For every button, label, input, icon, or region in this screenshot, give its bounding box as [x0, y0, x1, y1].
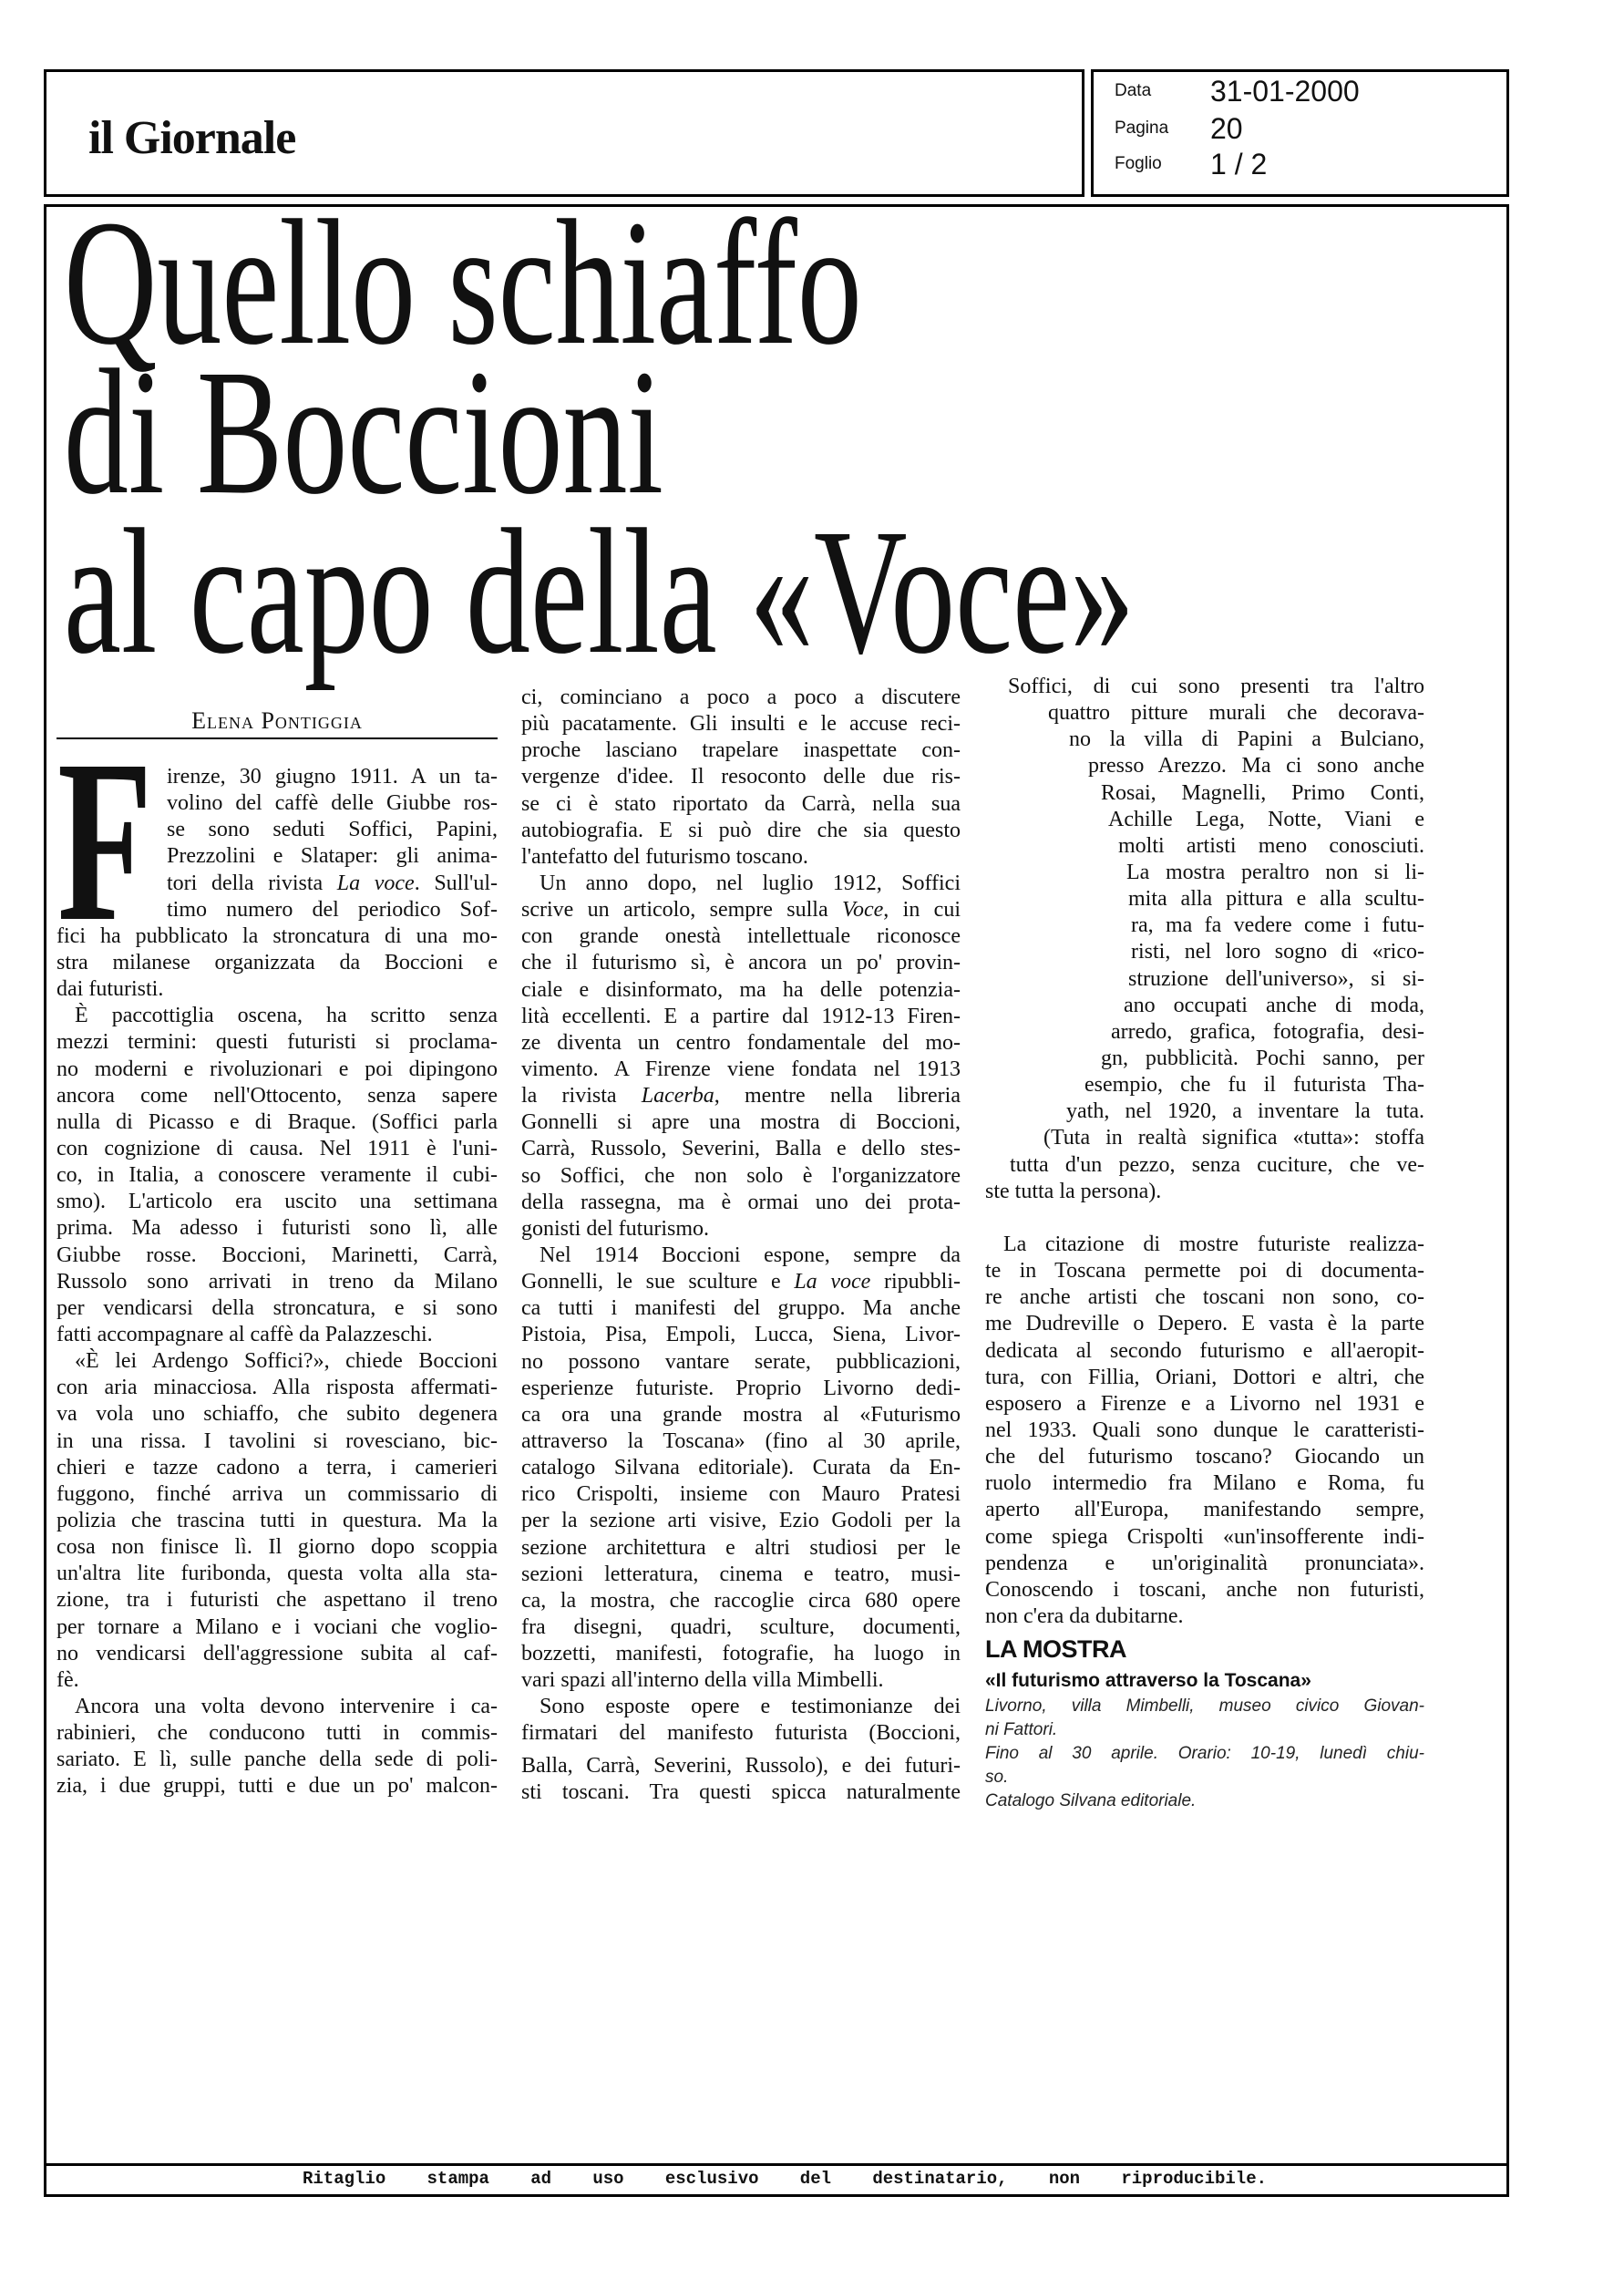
- text-line: sariato. E lì, sulle panche della sede di poli-: [57, 1748, 498, 1772]
- text-line: È paccottiglia oscena, ha scritto senza: [75, 1004, 498, 1028]
- text-line: smo). L'articolo era uscito una settimana: [57, 1190, 498, 1214]
- text-line: vimento. A Firenze viene fondata nel 1913: [521, 1057, 961, 1081]
- text-line: vari spazi all'interno della villa Mimbelli.: [521, 1668, 884, 1693]
- text-segment: la rivista: [521, 1084, 642, 1109]
- exhibition-name: «Il futurismo attraverso la Toscana»: [985, 1670, 1311, 1691]
- text-line: rico Crispolti, insieme con Mauro Pratesi: [521, 1482, 961, 1507]
- text-line: fatti accompagnare al caffè da Palazzeschi.: [57, 1322, 433, 1346]
- text-line: irenze, 30 giugno 1911. A un ta-: [167, 765, 498, 789]
- text-line: rabinieri, che conducono tutti in commis-: [57, 1721, 498, 1746]
- headline-line-1: Quello schiaffo: [64, 182, 862, 382]
- text-line: Nel 1914 Boccioni espone, sempre da: [540, 1243, 961, 1267]
- text-line: gn, pubblicità. Pochi sanno, per: [1101, 1046, 1424, 1070]
- paragraph: [57, 1003, 498, 1348]
- text-line: ancora come nell'Ottocento, senza sapere: [57, 1083, 498, 1108]
- text-line: bozzetti, manifesti, fotografie, ha luogo in: [521, 1642, 961, 1666]
- text-line: ano occupati anche di moda,: [1124, 993, 1424, 1017]
- text-line: no possono vantare serate, pubblicazioni,: [521, 1349, 961, 1374]
- text-line: [521, 897, 961, 923]
- text-line: arredo, grafica, fotografia, desi-: [1111, 1019, 1424, 1044]
- text-line: tura, con Fillia, Oriani, Dottori e altri, che: [985, 1365, 1424, 1389]
- text-line: mita alla pittura e alla scultu-: [1128, 887, 1424, 912]
- italic-title: Lacerba: [641, 1084, 714, 1109]
- text-line: ruolo intermedio fra Milano e Roma, fu: [985, 1471, 1424, 1496]
- headline-line-3: al capo della «Voce»: [64, 491, 1135, 691]
- text-line: nulla di Picasso e di Braque. (Soffici parla: [57, 1109, 498, 1134]
- paragraph: [985, 674, 1424, 1205]
- text-line: per la sezione arti visive, Ezio Godoli per la: [521, 1509, 961, 1533]
- text-line: che il futurismo sì, è ancora un po' provin-: [521, 951, 961, 975]
- text-line: ca tutti i manifesti del gruppo. Ma anche: [521, 1296, 961, 1321]
- text-line: no vendicarsi dell'aggressione subita al caf-: [57, 1641, 498, 1665]
- text-line: ze diventa un centro fondamentale del mo-: [521, 1030, 961, 1055]
- text-line: Russolo sono arrivati in treno da Milano: [57, 1269, 498, 1294]
- exhibition-box-title: LA MOSTRA: [985, 1635, 1126, 1663]
- italic-title: La voce: [794, 1270, 871, 1294]
- text-segment: Gonnelli, le sue sculture e: [521, 1270, 795, 1294]
- text-line: gonisti del futurismo.: [521, 1216, 709, 1241]
- text-line: ca ora una grande mostra al «Futurismo: [521, 1402, 961, 1427]
- text-line: sti toscani. Tra questi spicca naturalmente: [521, 1779, 961, 1804]
- text-line: stra milanese organizzata da Boccioni e: [57, 950, 498, 975]
- text-line: autobiografia. E si può dire che sia questo: [521, 818, 961, 842]
- text-segment: , mentre nella libreria: [714, 1084, 961, 1109]
- text-line: fuggono, finché arriva un commissario di: [57, 1481, 498, 1506]
- text-line: va vola uno schiaffo, che subito degenera: [57, 1402, 498, 1427]
- text-line: sezioni letteratura, cinema e teatro, musi-: [521, 1562, 961, 1586]
- text-line: Pistoia, Pisa, Empoli, Lucca, Siena, Livor-: [521, 1323, 961, 1347]
- text-line: Prezzolini e Slataper: gli anima-: [167, 844, 498, 869]
- text-line: per vendicarsi della stroncatura, e si sono: [57, 1295, 498, 1320]
- text-line: presso Arezzo. Ma ci sono anche: [1088, 754, 1424, 779]
- text-line: pendenza e un'originalità pronunciata».: [985, 1551, 1424, 1575]
- text-line: dedicata al secondo futurismo e all'aeropit-: [985, 1338, 1424, 1363]
- text-line: se sono seduti Soffici, Papini,: [167, 818, 498, 842]
- text-line: Soffici, di cui sono presenti tra l'altro: [1008, 675, 1424, 698]
- text-line: esperienze futuriste. Proprio Livorno dedi-: [521, 1376, 961, 1400]
- text-line: Balla, Carrà, Severini, Russolo), e dei futuri-: [521, 1753, 961, 1778]
- text-line: Un anno dopo, nel luglio 1912, Soffici: [540, 871, 961, 895]
- text-line: nel 1933. Quali sono dunque le caratteristi-: [985, 1418, 1424, 1442]
- sheet-value: 1 / 2: [1210, 148, 1268, 180]
- text-segment: ripubbli-: [870, 1270, 961, 1294]
- paragraph: [521, 1694, 961, 1747]
- sheet-label: Foglio: [1115, 154, 1162, 173]
- text-line: Gonnelli si apre una mostra di Boccioni,: [521, 1110, 961, 1135]
- publication-logo: il Giornale: [88, 112, 296, 164]
- text-line: mezzi termini: questi futuristi si proclama-: [57, 1030, 498, 1055]
- text-line: come spiega Crispolti «un'insofferente indi-: [985, 1524, 1424, 1549]
- text-segment: tori della rivista: [167, 871, 337, 895]
- text-line: attraverso la Toscana» (fino al 30 aprile,: [521, 1428, 961, 1453]
- text-line: La mostra peraltro non si li-: [1126, 860, 1424, 884]
- footer-notice: Ritaglio stampa ad uso esclusivo del destinatario, non riproducibile.: [303, 2169, 1267, 2189]
- paragraph: [521, 1753, 961, 1806]
- text-line: te in Toscana permette poi di documenta-: [985, 1259, 1424, 1284]
- text-line: Sono esposte opere e testimonianze dei: [540, 1695, 961, 1719]
- text-line: no moderni e rivoluzionari e poi dipingono: [57, 1057, 498, 1081]
- date-value: 31-01-2000: [1210, 75, 1360, 108]
- text-line: fici ha pubblicato la stroncatura di una mo-: [57, 923, 498, 948]
- text-line: fra disegni, quadri, sculture, documenti,: [521, 1614, 961, 1639]
- text-line: per tornare a Milano e i vociani che voglio-: [57, 1614, 498, 1639]
- text-line: Carrà, Russolo, Severini, Balla e dello stes-: [521, 1137, 961, 1161]
- text-line: La citazione di mostre futuriste realizza-: [1003, 1232, 1424, 1256]
- page-label: Pagina: [1115, 119, 1169, 138]
- text-line: quattro pitture murali che decorava-: [1048, 701, 1424, 726]
- text-line: esempio, che fu il futurista Tha-: [1084, 1073, 1424, 1098]
- drop-cap: F: [57, 713, 153, 970]
- text-line: Giubbe rosse. Boccioni, Marinetti, Carrà,: [57, 1243, 498, 1267]
- exhibition-detail: so.: [985, 1768, 1009, 1787]
- text-line: polizia che trascina tutti in questura. Ma la: [57, 1508, 498, 1532]
- text-line: «È lei Ardengo Soffici?», chiede Boccioni: [75, 1349, 498, 1374]
- page-value: 20: [1210, 112, 1243, 145]
- text-line: volino del caffè delle Giubbe ros-: [167, 791, 498, 816]
- text-line: zia, i due gruppi, tutti e due un po' malcon-: [57, 1774, 498, 1799]
- text-line: con grande onestà intellettuale riconosce: [521, 924, 961, 949]
- text-line: struzione dell'universo», si si-: [1128, 966, 1424, 991]
- text-line: che del futurismo toscano? Giocando un: [985, 1445, 1424, 1469]
- text-line: prima. Ma adesso i futuristi sono lì, alle: [57, 1216, 498, 1241]
- text-line: cosa non finisce lì. Il giorno dopo scoppia: [57, 1535, 498, 1560]
- text-line: in una rissa. I tavolini si rovesciano, bic-: [57, 1428, 498, 1453]
- text-line: zione, tra i futuristi che aspettano il treno: [57, 1588, 498, 1613]
- paragraph: [985, 1232, 1424, 1630]
- text-line: no la villa di Papini a Bulciano,: [1069, 727, 1424, 752]
- article-column-1: [57, 764, 498, 1799]
- text-line: se ci è stato riportato da Carrà, nella sua: [521, 791, 961, 816]
- text-line: co, in Italia, a conoscere veramente il cubi-: [57, 1163, 498, 1188]
- text-line: risti, nel loro sogno di «rico-: [1131, 940, 1424, 964]
- text-line: fè.: [57, 1667, 79, 1692]
- text-line: yath, nel 1920, a inventare la tuta.: [1066, 1099, 1424, 1124]
- text-segment: scrive un articolo, sempre sulla: [521, 898, 842, 923]
- text-line: dai futuristi.: [57, 977, 164, 1002]
- text-line: non c'era da dubitarne.: [985, 1604, 1184, 1628]
- text-line: l'antefatto del futurismo toscano.: [521, 844, 808, 869]
- text-line: lità eccellenti. E a partire dal 1912-13 Firen-: [521, 1004, 961, 1028]
- exhibition-detail: ni Fattori.: [985, 1720, 1058, 1739]
- text-line: chieri e tazze cadono a terra, i camerieri: [57, 1455, 498, 1480]
- text-line: (Tuta in realtà significa «tutta»: stoffa: [1043, 1126, 1424, 1150]
- exhibition-detail: Fino al 30 aprile. Orario: 10-19, lunedì chiu-: [985, 1744, 1424, 1763]
- text-line: proche lasciano trapelare inaspettate con-: [521, 738, 961, 763]
- text-line: più pacatamente. Gli insulti e le accuse reci-: [521, 712, 961, 737]
- text-line: re anche artisti che toscani non sono, co-: [985, 1285, 1424, 1310]
- paragraph: [57, 1348, 498, 1694]
- text-line: catalogo Silvana editoriale). Curata da En-: [521, 1456, 961, 1480]
- italic-title: Voce: [841, 898, 884, 923]
- text-line: tutta d'un pezzo, senza cuciture, che ve-: [1010, 1152, 1424, 1177]
- paragraph: [521, 871, 961, 1243]
- text-line: aperto all'Europa, manifestando sempre,: [985, 1498, 1424, 1522]
- text-line: [521, 1269, 961, 1295]
- exhibition-detail: Catalogo Silvana editoriale.: [985, 1791, 1197, 1810]
- text-line: sezione architettura e altri studiosi per le: [521, 1535, 961, 1560]
- author-byline: Elena Pontiggia: [191, 707, 363, 734]
- text-line: me Dudreville o Depero. E vasta è la parte: [985, 1312, 1424, 1336]
- text-line: vergenze d'idee. Il resoconto delle due ris-: [521, 765, 961, 789]
- text-line: [521, 1083, 961, 1109]
- text-line: Ancora una volta devono intervenire i ca-: [75, 1694, 498, 1718]
- text-line: ciale e disinformato, ma ha delle potenzia-: [521, 977, 961, 1002]
- text-line: [167, 871, 498, 897]
- text-line: Conoscendo i toscani, anche non futuristi,: [985, 1577, 1424, 1602]
- text-line: timo numero del periodico Sof-: [167, 897, 498, 922]
- text-segment: . Sull'ul-: [414, 871, 498, 895]
- article-column-2: [521, 685, 961, 1806]
- paragraph: [57, 1694, 498, 1800]
- text-line: con aria minacciosa. Alla risposta affermati-: [57, 1376, 498, 1400]
- paragraph: [521, 685, 961, 871]
- text-line: Achille Lega, Notte, Viani e: [1108, 807, 1424, 831]
- text-line: con cognizione di causa. Nel 1911 è l'uni-: [57, 1136, 498, 1160]
- italic-title: La voce: [336, 871, 415, 895]
- text-line: Rosai, Magnelli, Primo Conti,: [1101, 780, 1424, 805]
- text-line: ste tutta la persona).: [985, 1179, 1162, 1203]
- text-line: un'altra lite furibonda, questa volta alla sta-: [57, 1562, 498, 1586]
- paragraph: [57, 764, 498, 1003]
- text-line: molti artisti meno conosciuti.: [1118, 833, 1424, 858]
- text-line: so Soffici, che non solo è l'organizzatore: [521, 1163, 961, 1188]
- footer-rule: [44, 2163, 1509, 2166]
- article-column-3: [985, 674, 1424, 1630]
- text-line: esposero a Firenze e a Livorno nel 1931 e: [985, 1391, 1424, 1416]
- text-segment: , in cui: [883, 898, 961, 923]
- text-line: della rassegna, ma è ormai uno dei prota-: [521, 1190, 961, 1214]
- text-line: ca, la mostra, che raccoglie circa 680 opere: [521, 1588, 961, 1613]
- headline-line-2: di Boccioni: [64, 332, 663, 531]
- text-line: ci, cominciano a poco a poco a discutere: [521, 686, 961, 709]
- paragraph: [521, 1243, 961, 1694]
- exhibition-detail: Livorno, villa Mimbelli, museo civico Giovan-: [985, 1696, 1424, 1716]
- text-line: ra, ma fa vedere come i futu-: [1131, 913, 1424, 938]
- date-label: Data: [1115, 81, 1152, 100]
- text-line: firmatari del manifesto futurista (Boccioni,: [521, 1721, 961, 1746]
